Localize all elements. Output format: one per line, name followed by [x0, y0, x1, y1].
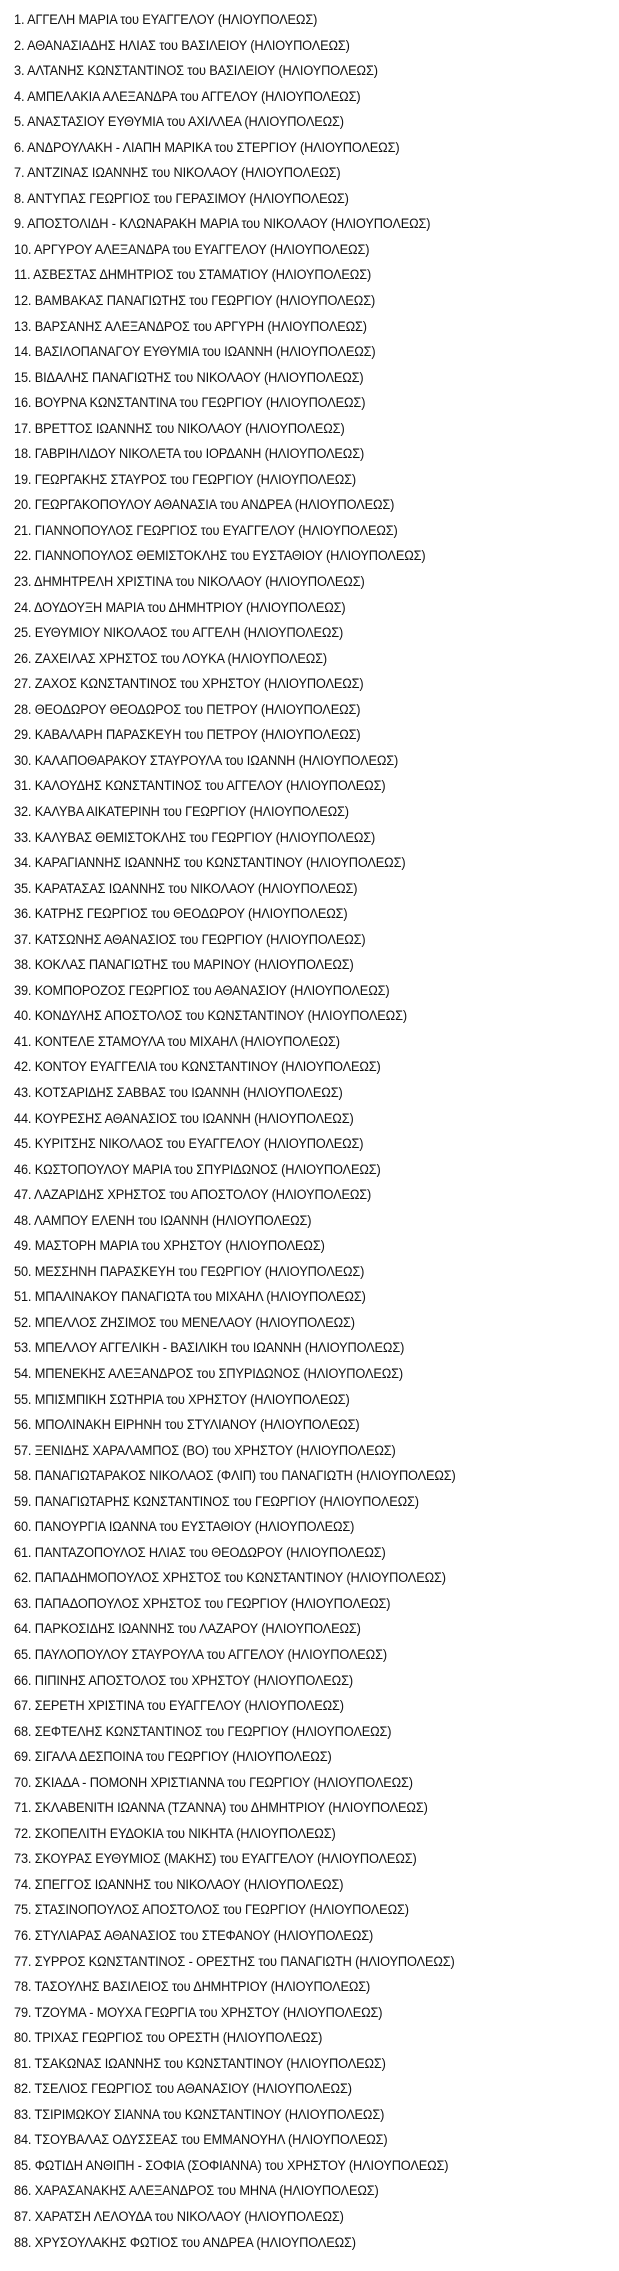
list-item: 68. ΣΕΦΤΕΛΗΣ ΚΩΝΣΤΑΝΤΙΝΟΣ του ΓΕΩΡΓΙΟΥ (ΗΛΙΟΥΠΟΛΕΩΣ) [14, 1723, 392, 1740]
list-item: 46. ΚΩΣΤΟΠΟΥΛΟΥ ΜΑΡΙΑ του ΣΠΥΡΙΔΩΝΟΣ (ΗΛΙΟΥΠΟΛΕΩΣ) [14, 1161, 381, 1178]
list-item: 81. ΤΣΑΚΩΝΑΣ ΙΩΑΝΝΗΣ του ΚΩΝΣΤΑΝΤΙΝΟΥ (ΗΛΙΟΥΠΟΛΕΩΣ) [14, 2055, 386, 2072]
list-item: 10. ΑΡΓΥΡΟΥ ΑΛΕΞΑΝΔΡΑ του ΕΥΑΓΓΕΛΟΥ (ΗΛΙΟΥΠΟΛΕΩΣ) [14, 241, 370, 258]
list-item: 63. ΠΑΠΑΔΟΠΟΥΛΟΣ ΧΡΗΣΤΟΣ του ΓΕΩΡΓΙΟΥ (ΗΛΙΟΥΠΟΛΕΩΣ) [14, 1595, 391, 1612]
list-item: 88. ΧΡΥΣΟΥΛΑΚΗΣ ΦΩΤΙΟΣ του ΑΝΔΡΕΑ (ΗΛΙΟΥΠΟΛΕΩΣ) [14, 2234, 356, 2251]
list-item: 49. ΜΑΣΤΟΡΗ ΜΑΡΙΑ του ΧΡΗΣΤΟΥ (ΗΛΙΟΥΠΟΛΕΩΣ) [14, 1238, 325, 1255]
list-item: 48. ΛΑΜΠΟΥ ΕΛΕΝΗ του ΙΩΑΝΝΗ (ΗΛΙΟΥΠΟΛΕΩΣ) [14, 1212, 312, 1229]
list-item: 44. ΚΟΥΡΕΣΗΣ ΑΘΑΝΑΣΙΟΣ του ΙΩΑΝΝΗ (ΗΛΙΟΥΠΟΛΕΩΣ) [14, 1110, 354, 1127]
list-item: 22. ΓΙΑΝΝΟΠΟΥΛΟΣ ΘΕΜΙΣΤΟΚΛΗΣ του ΕΥΣΤΑΘΙΟΥ (ΗΛΙΟΥΠΟΛΕΩΣ) [14, 548, 426, 565]
list-item: 24. ΔΟΥΔΟΥΞΗ ΜΑΡΙΑ του ΔΗΜΗΤΡΙΟΥ (ΗΛΙΟΥΠΟΛΕΩΣ) [14, 599, 346, 616]
list-item: 64. ΠΑΡΚΟΣΙΔΗΣ ΙΩΑΝΝΗΣ του ΛΑΖΑΡΟΥ (ΗΛΙΟΥΠΟΛΕΩΣ) [14, 1621, 361, 1638]
list-item: 31. ΚΑΛΟΥΔΗΣ ΚΩΝΣΤΑΝΤΙΝΟΣ του ΑΓΓΕΛΟΥ (ΗΛΙΟΥΠΟΛΕΩΣ) [14, 778, 386, 795]
list-item: 13. ΒΑΡΣΑΝΗΣ ΑΛΕΞΑΝΔΡΟΣ του ΑΡΓΥΡΗ (ΗΛΙΟΥΠΟΛΕΩΣ) [14, 318, 367, 335]
list-item: 67. ΣΕΡΕΤΗ ΧΡΙΣΤΙΝΑ του ΕΥΑΓΓΕΛΟΥ (ΗΛΙΟΥΠΟΛΕΩΣ) [14, 1698, 344, 1715]
list-item: 72. ΣΚΟΠΕΛΙΤΗ ΕΥΔΟΚΙΑ του ΝΙΚΗΤΑ (ΗΛΙΟΥΠΟΛΕΩΣ) [14, 1825, 336, 1842]
list-item: 75. ΣΤΑΣΙΝΟΠΟΥΛΟΣ ΑΠΟΣΤΟΛΟΣ του ΓΕΩΡΓΙΟΥ (ΗΛΙΟΥΠΟΛΕΩΣ) [14, 1902, 409, 1919]
list-item: 86. ΧΑΡΑΣΑΝΑΚΗΣ ΑΛΕΞΑΝΔΡΟΣ του ΜΗΝΑ (ΗΛΙΟΥΠΟΛΕΩΣ) [14, 2183, 379, 2200]
list-item: 25. ΕΥΘΥΜΙΟΥ ΝΙΚΟΛΑΟΣ του ΑΓΓΕΛΗ (ΗΛΙΟΥΠΟΛΕΩΣ) [14, 625, 344, 642]
list-item: 83. ΤΣΙΡΙΜΩΚΟΥ ΣΙΑΝΝΑ του ΚΩΝΣΤΑΝΤΙΝΟΥ (ΗΛΙΟΥΠΟΛΕΩΣ) [14, 2106, 385, 2123]
list-item: 2. ΑΘΑΝΑΣΙΑΔΗΣ ΗΛΙΑΣ του ΒΑΣΙΛΕΙΟΥ (ΗΛΙΟΥΠΟΛΕΩΣ) [14, 37, 350, 54]
list-item: 62. ΠΑΠΑΔΗΜΟΠΟΥΛΟΣ ΧΡΗΣΤΟΣ του ΚΩΝΣΤΑΝΤΙΝΟΥ (ΗΛΙΟΥΠΟΛΕΩΣ) [14, 1570, 446, 1587]
list-item: 16. ΒΟΥΡΝΑ ΚΩΝΣΤΑΝΤΙΝΑ του ΓΕΩΡΓΙΟΥ (ΗΛΙΟΥΠΟΛΕΩΣ) [14, 395, 366, 412]
list-item: 76. ΣΤΥΛΙΑΡΑΣ ΑΘΑΝΑΣΙΟΣ του ΣΤΕΦΑΝΟΥ (ΗΛΙΟΥΠΟΛΕΩΣ) [14, 1928, 374, 1945]
list-item: 56. ΜΠΟΛΙΝΑΚΗ ΕΙΡΗΝΗ του ΣΤΥΛΙΑΝΟΥ (ΗΛΙΟΥΠΟΛΕΩΣ) [14, 1417, 360, 1434]
list-item: 80. ΤΡΙΧΑΣ ΓΕΩΡΓΙΟΣ του ΟΡΕΣΤΗ (ΗΛΙΟΥΠΟΛΕΩΣ) [14, 2030, 323, 2047]
list-item: 15. ΒΙΔΑΛΗΣ ΠΑΝΑΓΙΩΤΗΣ του ΝΙΚΟΛΑΟΥ (ΗΛΙΟΥΠΟΛΕΩΣ) [14, 369, 364, 386]
list-item: 79. ΤΖΟΥΜΑ - ΜΟΥΧΑ ΓΕΩΡΓΙΑ του ΧΡΗΣΤΟΥ (ΗΛΙΟΥΠΟΛΕΩΣ) [14, 2004, 383, 2021]
list-item: 9. ΑΠΟΣΤΟΛΙΔΗ - ΚΛΩΝΑΡΑΚΗ ΜΑΡΙΑ του ΝΙΚΟΛΑΟΥ (ΗΛΙΟΥΠΟΛΕΩΣ) [14, 216, 431, 233]
list-item: 51. ΜΠΑΛΙΝΑΚΟΥ ΠΑΝΑΓΙΩΤΑ του ΜΙΧΑΗΛ (ΗΛΙΟΥΠΟΛΕΩΣ) [14, 1289, 366, 1306]
list-item: 27. ΖΑΧΟΣ ΚΩΝΣΤΑΝΤΙΝΟΣ του ΧΡΗΣΤΟΥ (ΗΛΙΟΥΠΟΛΕΩΣ) [14, 676, 364, 693]
list-item: 7. ΑΝΤΖΙΝΑΣ ΙΩΑΝΝΗΣ του ΝΙΚΟΛΑΟΥ (ΗΛΙΟΥΠΟΛΕΩΣ) [14, 165, 341, 182]
list-item: 77. ΣΥΡΡΟΣ ΚΩΝΣΤΑΝΤΙΝΟΣ - ΟΡΕΣΤΗΣ του ΠΑΝΑΓΙΩΤΗ (ΗΛΙΟΥΠΟΛΕΩΣ) [14, 1953, 455, 1970]
list-item: 29. ΚΑΒΑΛΑΡΗ ΠΑΡΑΣΚΕΥΗ του ΠΕΤΡΟΥ (ΗΛΙΟΥΠΟΛΕΩΣ) [14, 727, 361, 744]
list-item: 19. ΓΕΩΡΓΑΚΗΣ ΣΤΑΥΡΟΣ του ΓΕΩΡΓΙΟΥ (ΗΛΙΟΥΠΟΛΕΩΣ) [14, 471, 356, 488]
list-item: 61. ΠΑΝΤΑΖΟΠΟΥΛΟΣ ΗΛΙΑΣ του ΘΕΟΔΩΡΟΥ (ΗΛΙΟΥΠΟΛΕΩΣ) [14, 1544, 386, 1561]
list-item: 55. ΜΠΙΣΜΠΙΚΗ ΣΩΤΗΡΙΑ του ΧΡΗΣΤΟΥ (ΗΛΙΟΥΠΟΛΕΩΣ) [14, 1391, 350, 1408]
list-item: 39. ΚΟΜΠΟΡΟΖΟΣ ΓΕΩΡΓΙΟΣ του ΑΘΑΝΑΣΙΟΥ (ΗΛΙΟΥΠΟΛΕΩΣ) [14, 982, 390, 999]
list-item: 1. ΑΓΓΕΛΗ ΜΑΡΙΑ του ΕΥΑΓΓΕΛΟΥ (ΗΛΙΟΥΠΟΛΕΩΣ) [14, 12, 318, 28]
list-item: 59. ΠΑΝΑΓΙΩΤΑΡΗΣ ΚΩΝΣΤΑΝΤΙΝΟΣ του ΓΕΩΡΓΙΟΥ (ΗΛΙΟΥΠΟΛΕΩΣ) [14, 1493, 419, 1510]
list-item: 43. ΚΟΤΣΑΡΙΔΗΣ ΣΑΒΒΑΣ του ΙΩΑΝΝΗ (ΗΛΙΟΥΠΟΛΕΩΣ) [14, 1084, 343, 1101]
list-item: 38. ΚΟΚΛΑΣ ΠΑΝΑΓΙΩΤΗΣ του ΜΑΡΙΝΟΥ (ΗΛΙΟΥΠΟΛΕΩΣ) [14, 957, 354, 974]
list-item: 40. ΚΟΝΔΥΛΗΣ ΑΠΟΣΤΟΛΟΣ του ΚΩΝΣΤΑΝΤΙΝΟΥ (ΗΛΙΟΥΠΟΛΕΩΣ) [14, 1008, 407, 1025]
list-item: 8. ΑΝΤΥΠΑΣ ΓΕΩΡΓΙΟΣ του ΓΕΡΑΣΙΜΟΥ (ΗΛΙΟΥΠΟΛΕΩΣ) [14, 190, 349, 207]
list-item: 50. ΜΕΣΣΗΝΗ ΠΑΡΑΣΚΕΥΗ του ΓΕΩΡΓΙΟΥ (ΗΛΙΟΥΠΟΛΕΩΣ) [14, 1263, 365, 1280]
list-item: 73. ΣΚΟΥΡΑΣ ΕΥΘΥΜΙΟΣ (ΜΑΚΗΣ) του ΕΥΑΓΓΕΛΟΥ (ΗΛΙΟΥΠΟΛΕΩΣ) [14, 1851, 417, 1868]
list-item: 26. ΖΑΧΕΙΛΑΣ ΧΡΗΣΤΟΣ του ΛΟΥΚΑ (ΗΛΙΟΥΠΟΛΕΩΣ) [14, 650, 328, 667]
list-item: 65. ΠΑΥΛΟΠΟΥΛΟΥ ΣΤΑΥΡΟΥΛΑ του ΑΓΓΕΛΟΥ (ΗΛΙΟΥΠΟΛΕΩΣ) [14, 1647, 387, 1663]
list-item: 36. ΚΑΤΡΗΣ ΓΕΩΡΓΙΟΣ του ΘΕΟΔΩΡΟΥ (ΗΛΙΟΥΠΟΛΕΩΣ) [14, 906, 348, 923]
list-item: 58. ΠΑΝΑΓΙΩΤΑΡΑΚΟΣ ΝΙΚΟΛΑΟΣ (ΦΛΙΠ) του ΠΑΝΑΓΙΩΤΗ (ΗΛΙΟΥΠΟΛΕΩΣ) [14, 1468, 456, 1485]
list-item: 14. ΒΑΣΙΛΟΠΑΝΑΓΟΥ ΕΥΘΥΜΙΑ του ΙΩΑΝΝΗ (ΗΛΙΟΥΠΟΛΕΩΣ) [14, 344, 376, 361]
list-item: 5. ΑΝΑΣΤΑΣΙΟΥ ΕΥΘΥΜΙΑ του ΑΧΙΛΛΕΑ (ΗΛΙΟΥΠΟΛΕΩΣ) [14, 114, 344, 131]
list-item: 74. ΣΠΕΓΓΟΣ ΙΩΑΝΝΗΣ του ΝΙΚΟΛΑΟΥ (ΗΛΙΟΥΠΟΛΕΩΣ) [14, 1876, 344, 1893]
list-item: 32. ΚΑΛΥΒΑ ΑΙΚΑΤΕΡΙΝΗ του ΓΕΩΡΓΙΟΥ (ΗΛΙΟΥΠΟΛΕΩΣ) [14, 803, 349, 820]
list-item: 6. ΑΝΔΡΟΥΛΑΚΗ - ΛΙΑΠΗ ΜΑΡΙΚΑ του ΣΤΕΡΓΙΟΥ (ΗΛΙΟΥΠΟΛΕΩΣ) [14, 139, 400, 156]
list-item: 23. ΔΗΜΗΤΡΕΛΗ ΧΡΙΣΤΙΝΑ του ΝΙΚΟΛΑΟΥ (ΗΛΙΟΥΠΟΛΕΩΣ) [14, 574, 365, 591]
list-item: 28. ΘΕΟΔΩΡΟΥ ΘΕΟΔΩΡΟΣ του ΠΕΤΡΟΥ (ΗΛΙΟΥΠΟΛΕΩΣ) [14, 701, 361, 718]
list-item: 54. ΜΠΕΝΕΚΗΣ ΑΛΕΞΑΝΔΡΟΣ του ΣΠΥΡΙΔΩΝΟΣ (ΗΛΙΟΥΠΟΛΕΩΣ) [14, 1365, 403, 1382]
list-item: 30. ΚΑΛΑΠΟΘΑΡΑΚΟΥ ΣΤΑΥΡΟΥΛΑ του ΙΩΑΝΝΗ (ΗΛΙΟΥΠΟΛΕΩΣ) [14, 752, 399, 769]
list-item: 34. ΚΑΡΑΓΙΑΝΝΗΣ ΙΩΑΝΝΗΣ του ΚΩΝΣΤΑΝΤΙΝΟΥ (ΗΛΙΟΥΠΟΛΕΩΣ) [14, 855, 406, 872]
list-item: 87. ΧΑΡΑΤΣΗ ΛΕΛΟΥΔΑ του ΝΙΚΟΛΑΟΥ (ΗΛΙΟΥΠΟΛΕΩΣ) [14, 2209, 344, 2226]
list-item: 20. ΓΕΩΡΓΑΚΟΠΟΥΛΟΥ ΑΘΑΝΑΣΙΑ του ΑΝΔΡΕΑ (ΗΛΙΟΥΠΟΛΕΩΣ) [14, 497, 395, 514]
list-item: 41. ΚΟΝΤΕΛΕ ΣΤΑΜΟΥΛΑ του ΜΙΧΑΗΛ (ΗΛΙΟΥΠΟΛΕΩΣ) [14, 1033, 340, 1050]
list-item: 3. ΑΛΤΑΝΗΣ ΚΩΝΣΤΑΝΤΙΝΟΣ του ΒΑΣΙΛΕΙΟΥ (ΗΛΙΟΥΠΟΛΕΩΣ) [14, 63, 378, 80]
list-item: 70. ΣΚΙΑΔΑ - ΠΟΜΟΝΗ ΧΡΙΣΤΙΑΝΝΑ του ΓΕΩΡΓΙΟΥ (ΗΛΙΟΥΠΟΛΕΩΣ) [14, 1774, 413, 1791]
list-item: 82. ΤΣΕΛΙΟΣ ΓΕΩΡΓΙΟΣ του ΑΘΑΝΑΣΙΟΥ (ΗΛΙΟΥΠΟΛΕΩΣ) [14, 2081, 352, 2098]
list-item: 60. ΠΑΝΟΥΡΓΙΑ ΙΩΑΝΝΑ του ΕΥΣΤΑΘΙΟΥ (ΗΛΙΟΥΠΟΛΕΩΣ) [14, 1519, 355, 1536]
list-item: 18. ΓΑΒΡΙΗΛΙΔΟΥ ΝΙΚΟΛΕΤΑ του ΙΟΡΔΑΝΗ (ΗΛΙΟΥΠΟΛΕΩΣ) [14, 446, 365, 463]
list-item: 85. ΦΩΤΙΔΗ ΑΝΘΙΠΗ - ΣΟΦΙΑ (ΣΟΦΙΑΝΝΑ) του ΧΡΗΣΤΟΥ (ΗΛΙΟΥΠΟΛΕΩΣ) [14, 2157, 449, 2174]
list-item: 42. ΚΟΝΤΟΥ ΕΥΑΓΓΕΛΙΑ του ΚΩΝΣΤΑΝΤΙΝΟΥ (ΗΛΙΟΥΠΟΛΕΩΣ) [14, 1059, 381, 1076]
list-item: 17. ΒΡΕΤΤΟΣ ΙΩΑΝΝΗΣ του ΝΙΚΟΛΑΟΥ (ΗΛΙΟΥΠΟΛΕΩΣ) [14, 420, 345, 437]
list-item: 37. ΚΑΤΣΩΝΗΣ ΑΘΑΝΑΣΙΟΣ του ΓΕΩΡΓΙΟΥ (ΗΛΙΟΥΠΟΛΕΩΣ) [14, 931, 366, 948]
list-item: 53. ΜΠΕΛΛΟΥ ΑΓΓΕΛΙΚΗ - ΒΑΣΙΛΙΚΗ του ΙΩΑΝΝΗ (ΗΛΙΟΥΠΟΛΕΩΣ) [14, 1340, 405, 1357]
list-item: 71. ΣΚΛΑΒΕΝΙΤΗ ΙΩΑΝΝΑ (ΤΖΑΝΝΑ) του ΔΗΜΗΤΡΙΟΥ (ΗΛΙΟΥΠΟΛΕΩΣ) [14, 1800, 428, 1817]
list-item: 4. ΑΜΠΕΛΑΚΙΑ ΑΛΕΞΑΝΔΡΑ του ΑΓΓΕΛΟΥ (ΗΛΙΟΥΠΟΛΕΩΣ) [14, 88, 361, 105]
list-item: 66. ΠΙΠΙΝΗΣ ΑΠΟΣΤΟΛΟΣ του ΧΡΗΣΤΟΥ (ΗΛΙΟΥΠΟΛΕΩΣ) [14, 1672, 353, 1689]
list-item: 45. ΚΥΡΙΤΣΗΣ ΝΙΚΟΛΑΟΣ του ΕΥΑΓΓΕΛΟΥ (ΗΛΙΟΥΠΟΛΕΩΣ) [14, 1136, 364, 1153]
candidate-list [14, 8, 614, 2256]
list-item: 84. ΤΣΟΥΒΑΛΑΣ ΟΔΥΣΣΕΑΣ του ΕΜΜΑΝΟΥΗΛ (ΗΛΙΟΥΠΟΛΕΩΣ) [14, 2132, 388, 2149]
list-item: 47. ΛΑΖΑΡΙΔΗΣ ΧΡΗΣΤΟΣ του ΑΠΟΣΤΟΛΟΥ (ΗΛΙΟΥΠΟΛΕΩΣ) [14, 1187, 372, 1204]
list-item: 21. ΓΙΑΝΝΟΠΟΥΛΟΣ ΓΕΩΡΓΙΟΣ του ΕΥΑΓΓΕΛΟΥ (ΗΛΙΟΥΠΟΛΕΩΣ) [14, 522, 398, 539]
list-item: 35. ΚΑΡΑΤΑΣΑΣ ΙΩΑΝΝΗΣ του ΝΙΚΟΛΑΟΥ (ΗΛΙΟΥΠΟΛΕΩΣ) [14, 880, 358, 897]
list-item: 57. ΞΕΝΙΔΗΣ ΧΑΡΑΛΑΜΠΟΣ (ΒΟ) του ΧΡΗΣΤΟΥ (ΗΛΙΟΥΠΟΛΕΩΣ) [14, 1442, 396, 1459]
list-item: 33. ΚΑΛΥΒΑΣ ΘΕΜΙΣΤΟΚΛΗΣ του ΓΕΩΡΓΙΟΥ (ΗΛΙΟΥΠΟΛΕΩΣ) [14, 829, 376, 846]
list-item: 69. ΣΙΓΑΛΑ ΔΕΣΠΟΙΝΑ του ΓΕΩΡΓΙΟΥ (ΗΛΙΟΥΠΟΛΕΩΣ) [14, 1749, 332, 1766]
list-item: 12. ΒΑΜΒΑΚΑΣ ΠΑΝΑΓΙΩΤΗΣ του ΓΕΩΡΓΙΟΥ (ΗΛΙΟΥΠΟΛΕΩΣ) [14, 293, 376, 310]
list-item: 52. ΜΠΕΛΛΟΣ ΖΗΣΙΜΟΣ του ΜΕΝΕΛΑΟΥ (ΗΛΙΟΥΠΟΛΕΩΣ) [14, 1314, 355, 1331]
list-item: 11. ΑΣΒΕΣΤΑΣ ΔΗΜΗΤΡΙΟΣ του ΣΤΑΜΑΤΙΟΥ (ΗΛΙΟΥΠΟΛΕΩΣ) [14, 267, 372, 284]
list-item: 78. ΤΑΣΟΥΛΗΣ ΒΑΣΙΛΕΙΟΣ του ΔΗΜΗΤΡΙΟΥ (ΗΛΙΟΥΠΟΛΕΩΣ) [14, 1979, 371, 1996]
